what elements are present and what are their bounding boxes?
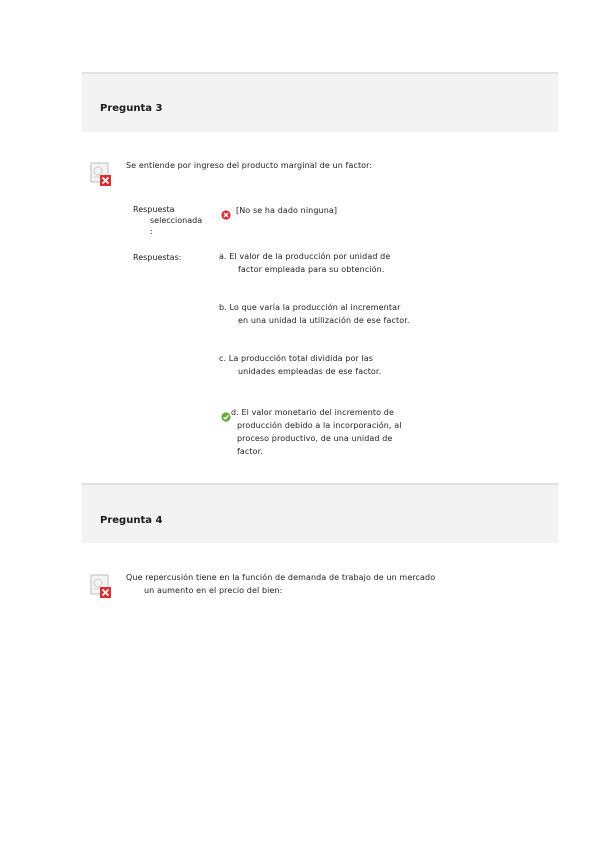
correct-icon bbox=[221, 407, 231, 426]
question-header bbox=[82, 483, 558, 543]
answer-option-c: c. La producción total dividida por las unidades empleadas de ese factor. bbox=[219, 354, 382, 376]
incorrect-icon bbox=[221, 205, 231, 224]
answer-option-b: b. Lo que varía la producción al incrementar en una unidad la utilización de ese factor. bbox=[219, 303, 410, 325]
question-title: Pregunta 3 bbox=[100, 103, 163, 114]
answer-option-a: a. El valor de la producción por unidad de factor empleada para su obtención. bbox=[219, 252, 391, 274]
question-header bbox=[82, 72, 558, 132]
question-incorrect-icon bbox=[90, 574, 112, 598]
question-prompt: Que repercusión tiene en la función de demanda de trabajo de un mercado un aumento en el precio del bien: bbox=[126, 573, 436, 595]
selected-answer: [No se ha dado ninguna] bbox=[236, 206, 338, 215]
question-incorrect-icon bbox=[90, 162, 112, 186]
answer-option-d: d. El valor monetario del incremento de producción debido a la incorporación, al proceso productivo, de una unidad de factor. bbox=[231, 408, 402, 456]
question-title: Pregunta 4 bbox=[100, 515, 163, 526]
answers-label: Respuestas: bbox=[133, 253, 182, 262]
selected-answer-label: Respuesta seleccionada : bbox=[133, 205, 203, 236]
question-prompt: Se entiende por ingreso del producto marginal de un factor: bbox=[126, 161, 373, 170]
